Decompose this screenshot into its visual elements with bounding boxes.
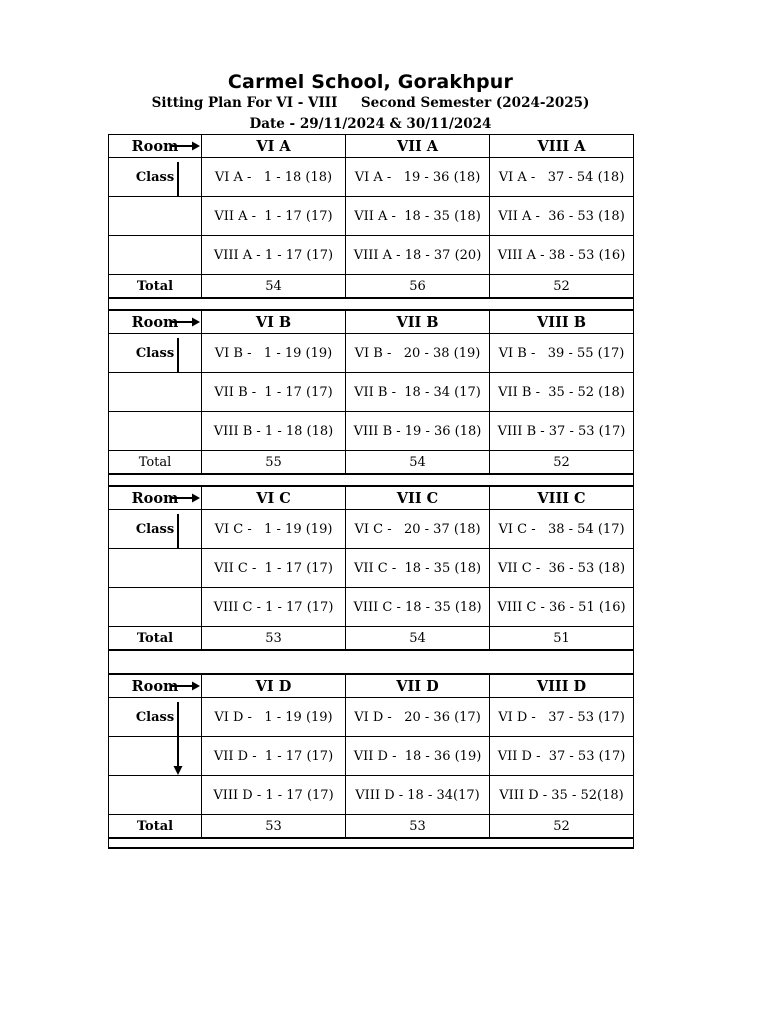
total-value: 53 bbox=[202, 627, 346, 651]
arrow-down-icon bbox=[172, 737, 184, 776]
class-row bbox=[109, 588, 634, 627]
class-range-cell: VIII B - 37 - 53 (17) bbox=[490, 412, 634, 451]
class-range-cell: VI D - 37 - 53 (17) bbox=[490, 698, 634, 737]
class-row bbox=[109, 510, 634, 549]
room-header-row bbox=[109, 486, 634, 510]
total-value: 54 bbox=[346, 451, 490, 475]
class-range-cell: VIII D - 1 - 17 (17) bbox=[202, 776, 346, 815]
room-header-row bbox=[109, 135, 634, 158]
class-range-cell: VII C - 1 - 17 (17) bbox=[202, 549, 346, 588]
class-range-cell: VI B - 1 - 19 (19) bbox=[202, 334, 346, 373]
total-label: Total bbox=[109, 627, 202, 651]
class-row bbox=[109, 158, 634, 197]
class-range-cell: VI B - 20 - 38 (19) bbox=[346, 334, 490, 373]
class-range-cell: VI A - 1 - 18 (18) bbox=[202, 158, 346, 197]
arrow-right-icon bbox=[169, 315, 201, 332]
class-range-cell: VIII D - 35 - 52(18) bbox=[490, 776, 634, 815]
arrow-continuation bbox=[109, 737, 202, 776]
room-label: Room bbox=[109, 135, 202, 158]
class-range-cell: VI B - 39 - 55 (17) bbox=[490, 334, 634, 373]
school-title: Carmel School, Gorakhpur bbox=[227, 71, 514, 93]
class-range-cell: VIII B - 1 - 18 (18) bbox=[202, 412, 346, 451]
total-row bbox=[109, 275, 634, 299]
total-row bbox=[109, 815, 634, 839]
total-value: 51 bbox=[490, 627, 634, 651]
class-range-cell: VIII C - 18 - 35 (18) bbox=[346, 588, 490, 627]
total-value: 54 bbox=[346, 627, 490, 651]
class-label: Class bbox=[109, 510, 202, 549]
class-label: Class bbox=[109, 158, 202, 197]
class-range-cell: VI A - 37 - 54 (18) bbox=[490, 158, 634, 197]
block-separator bbox=[109, 474, 634, 486]
class-range-cell: VII D - 18 - 36 (19) bbox=[346, 737, 490, 776]
empty-cell bbox=[109, 549, 202, 588]
room-header-row bbox=[109, 674, 634, 698]
arrow-down-icon bbox=[172, 514, 184, 549]
arrow-right-icon bbox=[169, 679, 201, 696]
arrow-down-icon bbox=[172, 162, 184, 197]
class-range-cell: VIII C - 1 - 17 (17) bbox=[202, 588, 346, 627]
room-name: VII D bbox=[346, 674, 490, 698]
total-label: Total bbox=[109, 275, 202, 299]
class-range-cell: VIII A - 1 - 17 (17) bbox=[202, 236, 346, 275]
empty-cell bbox=[109, 776, 202, 815]
separator-cell bbox=[109, 650, 634, 674]
class-row bbox=[109, 373, 634, 412]
class-row bbox=[109, 236, 634, 275]
block-separator bbox=[109, 838, 634, 848]
block-separator bbox=[109, 298, 634, 310]
empty-cell bbox=[109, 412, 202, 451]
room-header-row bbox=[109, 310, 634, 334]
empty-cell bbox=[109, 236, 202, 275]
class-range-cell: VIII D - 18 - 34(17) bbox=[346, 776, 490, 815]
total-row bbox=[109, 451, 634, 475]
class-row bbox=[109, 412, 634, 451]
room-label: Room bbox=[109, 310, 202, 334]
room-name: VIII B bbox=[490, 310, 634, 334]
class-range-cell: VII D - 37 - 53 (17) bbox=[490, 737, 634, 776]
class-row bbox=[109, 737, 634, 776]
class-row bbox=[109, 549, 634, 588]
empty-cell bbox=[109, 588, 202, 627]
total-value: 53 bbox=[346, 815, 490, 839]
room-name: VIII C bbox=[490, 486, 634, 510]
class-range-cell: VII C - 18 - 35 (18) bbox=[346, 549, 490, 588]
class-range-cell: VIII C - 36 - 51 (16) bbox=[490, 588, 634, 627]
total-value: 56 bbox=[346, 275, 490, 299]
empty-cell bbox=[109, 373, 202, 412]
room-label: Room bbox=[109, 674, 202, 698]
class-label: Class bbox=[109, 698, 202, 737]
arrow-down-icon bbox=[172, 702, 184, 737]
total-row bbox=[109, 627, 634, 651]
class-range-cell: VII D - 1 - 17 (17) bbox=[202, 737, 346, 776]
arrow-right-icon bbox=[169, 139, 201, 156]
room-name: VI D bbox=[202, 674, 346, 698]
total-value: 52 bbox=[490, 275, 634, 299]
room-label: Room bbox=[109, 486, 202, 510]
total-value: 52 bbox=[490, 451, 634, 475]
total-label: Total bbox=[109, 815, 202, 839]
class-range-cell: VII B - 35 - 52 (18) bbox=[490, 373, 634, 412]
room-name: VIII D bbox=[490, 674, 634, 698]
class-range-cell: VII B - 18 - 34 (17) bbox=[346, 373, 490, 412]
arrow-right-icon bbox=[169, 491, 201, 508]
room-name: VI A bbox=[202, 135, 346, 158]
class-range-cell: VIII A - 38 - 53 (16) bbox=[490, 236, 634, 275]
class-row bbox=[109, 776, 634, 815]
class-range-cell: VI C - 1 - 19 (19) bbox=[202, 510, 346, 549]
class-range-cell: VI D - 1 - 19 (19) bbox=[202, 698, 346, 737]
separator-cell bbox=[109, 838, 634, 848]
class-row bbox=[109, 698, 634, 737]
class-range-cell: VII A - 18 - 35 (18) bbox=[346, 197, 490, 236]
room-name: VI C bbox=[202, 486, 346, 510]
class-range-cell: VII B - 1 - 17 (17) bbox=[202, 373, 346, 412]
plan-subtitle: Sitting Plan For VI - VIII Second Semester (2024-2025) bbox=[151, 95, 590, 111]
class-range-cell: VIII A - 18 - 37 (20) bbox=[346, 236, 490, 275]
total-value: 55 bbox=[202, 451, 346, 475]
class-range-cell: VIII B - 19 - 36 (18) bbox=[346, 412, 490, 451]
total-value: 52 bbox=[490, 815, 634, 839]
class-range-cell: VI D - 20 - 36 (17) bbox=[346, 698, 490, 737]
block-separator bbox=[109, 650, 634, 674]
room-name: VII A bbox=[346, 135, 490, 158]
class-range-cell: VII A - 1 - 17 (17) bbox=[202, 197, 346, 236]
exam-date: Date - 29/11/2024 & 30/11/2024 bbox=[249, 116, 492, 132]
total-value: 54 bbox=[202, 275, 346, 299]
class-range-cell: VI A - 19 - 36 (18) bbox=[346, 158, 490, 197]
separator-cell bbox=[109, 298, 634, 310]
total-label: Total bbox=[109, 451, 202, 475]
class-range-cell: VII A - 36 - 53 (18) bbox=[490, 197, 634, 236]
class-range-cell: VI C - 38 - 54 (17) bbox=[490, 510, 634, 549]
total-value: 53 bbox=[202, 815, 346, 839]
empty-cell bbox=[109, 197, 202, 236]
class-row bbox=[109, 334, 634, 373]
room-name: VII B bbox=[346, 310, 490, 334]
class-range-cell: VI C - 20 - 37 (18) bbox=[346, 510, 490, 549]
class-label: Class bbox=[109, 334, 202, 373]
room-name: VII C bbox=[346, 486, 490, 510]
room-name: VIII A bbox=[490, 135, 634, 158]
separator-cell bbox=[109, 474, 634, 486]
room-name: VI B bbox=[202, 310, 346, 334]
class-row bbox=[109, 197, 634, 236]
sitting-plan-table bbox=[108, 134, 634, 849]
arrow-down-icon bbox=[172, 338, 184, 373]
class-range-cell: VII C - 36 - 53 (18) bbox=[490, 549, 634, 588]
